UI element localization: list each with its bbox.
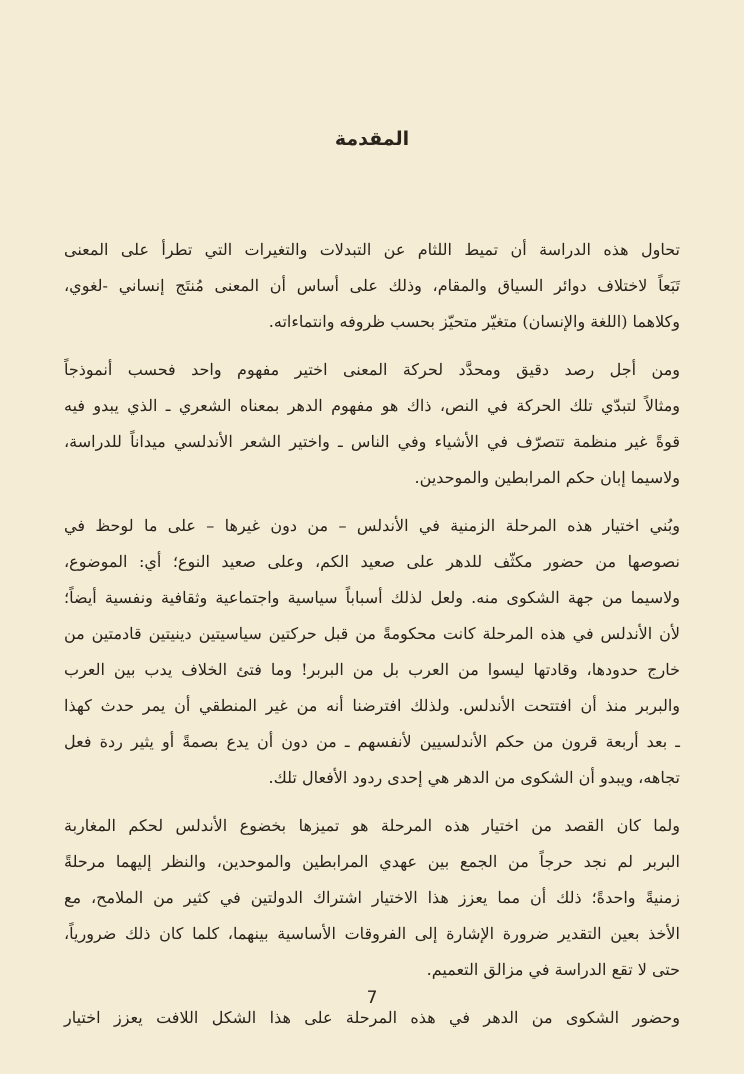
paragraph xyxy=(64,508,680,796)
text-line: زمنيةً واحدةً؛ ذلك أن مما يعزز هذا الاختيار اشتراك الدولتين في كثير من الملامح، مع xyxy=(64,888,680,907)
text-line: وحضور الشكوى من الدهر في هذه المرحلة على هذا الشكل اللافت يعزز اختيار xyxy=(64,1008,680,1027)
text-line: تجاهه، ويبدو أن الشكوى من الدهر هي إحدى ردود الأفعال تلك. xyxy=(268,768,680,787)
text-line: ولاسيما من جهة الشكوى منه. ولعل لذلك أسباباً سياسية واجتماعية وثقافية ونفسية أيضاً؛ xyxy=(64,588,680,607)
page-heading: المقدمة xyxy=(334,128,410,150)
text-line: ولاسيما إبان حكم المرابطين والموحدين. xyxy=(414,468,680,487)
text-line: ولما كان القصد من اختيار هذه المرحلة هو تميزها بخضوع الأندلس لحكم المغاربة xyxy=(64,816,680,835)
text-line: ـ بعد أربعة قرون من حكم الأندلسيين لأنفسهم ـ من دون أن يدع بصمةً أو يثير ردة فعل xyxy=(64,732,680,751)
paragraph xyxy=(64,352,680,496)
text-line: ومن أجل رصد دقيق ومحدَّد لحركة المعنى اختير مفهوم واحد فحسب أنموذجاً xyxy=(64,360,680,379)
text-line: ومثالاً لتبدّي تلك الحركة في النص، ذاك هو مفهوم الدهر بمعناه الشعري ـ الذي يبدو فيه xyxy=(64,396,680,415)
text-line: لأن الأندلس في هذه المرحلة كانت محكومةً من قبل حركتين سياسيتين دينيتين قادمتين من xyxy=(64,624,680,643)
text-line: حتى لا تقع الدراسة في مزالق التعميم. xyxy=(426,960,680,979)
text-line: خارج حدودها، وقادتها ليسوا من العرب بل من البربر! وما فتئ الخلاف يدب بين العرب xyxy=(64,660,680,679)
body-text xyxy=(64,232,680,1048)
paragraph xyxy=(64,808,680,988)
paragraph xyxy=(64,232,680,340)
page-number: 7 xyxy=(366,988,378,1008)
text-line: تَبَعاً لاختلاف دوائر السياق والمقام، وذلك على أساس أن المعنى مُنتَج إنساني -لغوي، xyxy=(64,276,680,295)
text-line: وكلاهما (اللغة والإنسان) متغيّر متحيّز بحسب ظروفه وانتماءاته. xyxy=(268,312,680,331)
text-line: الأخذ بعين التقدير ضرورة الإشارة إلى الفروقات الأساسية بينهما، كلما كان ذلك ضرورياً، xyxy=(64,924,680,943)
text-line: نصوصها من حضور مكثّف للدهر على صعيد الكم، وعلى صعيد النوع؛ أي: الموضوع، xyxy=(64,552,680,571)
text-line: تحاول هذه الدراسة أن تميط اللثام عن التبدلات والتغيرات التي تطرأ على المعنى xyxy=(64,240,680,259)
text-line: البربر لم نجد حرجاً من الجمع بين عهدي المرابطين والموحدين، والنظر إليهما مرحلةً xyxy=(64,852,680,871)
text-line: وبُني اختيار هذه المرحلة الزمنية في الأندلس – من دون غيرها – على ما لوحظ في xyxy=(64,516,680,535)
text-line: قوةً غير منظمة تتصرّف في الأشياء وفي الناس ـ واختير الشعر الأندلسي ميداناً للدراسة، xyxy=(64,432,680,451)
text-line: والبربر منذ أن افتتحت الأندلس. ولذلك افترضنا أنه من غير المنطقي أن يمر حدث كهذا xyxy=(64,696,680,715)
